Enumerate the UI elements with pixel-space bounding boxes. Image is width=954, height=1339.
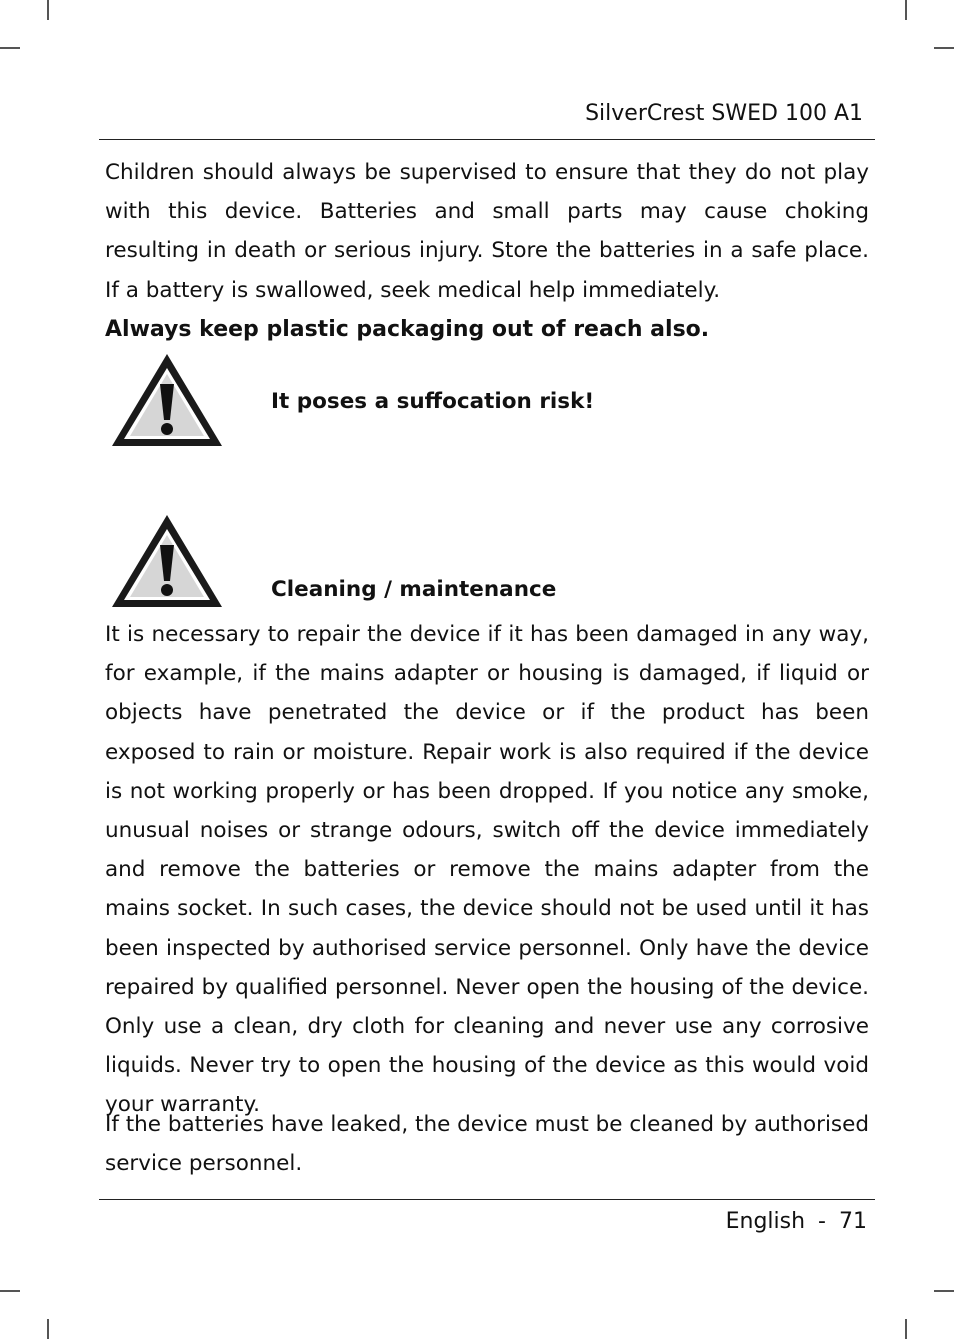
- intro-paragraph: Children should always be supervised to ensure that they do not play with this device. Batteries and small parts may cause choking resulting in death or serious injury. Store the batteries in a safe place. If a battery is swallowed, seek medical help immediately.: [105, 160, 869, 303]
- warning-triangle-icon: [108, 350, 226, 450]
- crop-mark: [905, 1319, 907, 1339]
- crop-mark: [0, 1290, 20, 1292]
- footer-language: English: [725, 1209, 806, 1234]
- suffocation-warning-text: It poses a suffocation risk!: [271, 389, 595, 414]
- battery-leak-paragraph: If the batteries have leaked, the device must be cleaned by authorised service personnel.: [105, 1112, 869, 1177]
- cleaning-paragraph: It is necessary to repair the device if it has been damaged in any way, for example, if the mains adapter or housing is damaged, if liquid or objects have penetrated the device or if the product has been exposed to rain or moisture. Repair work is also required if the device is not working properly or has been dropped. If you notice any smoke, unusual noises or strange odours, switch off the device immediately and remove the batteries or remove the mains adapter from the mains socket. In such cases, the device should not be used until it has been inspected by authorised service personnel. Only have the device repaired by qualified personnel. Never open the housing of the device. Only use a clean, dry cloth for cleaning and never use any corrosive liquids. Never try to open the housing of the device as this would void your warranty.: [105, 622, 869, 1118]
- cleaning-heading: Cleaning / maintenance: [271, 577, 557, 602]
- crop-mark: [47, 0, 49, 20]
- crop-mark: [934, 47, 954, 49]
- header-product-name: SilverCrest SWED 100 A1: [585, 101, 863, 126]
- footer-separator: -: [818, 1209, 826, 1234]
- crop-mark: [905, 0, 907, 20]
- header-rule: [99, 139, 875, 140]
- footer-rule: [99, 1199, 875, 1200]
- warning-triangle-icon: [108, 511, 226, 611]
- crop-mark: [47, 1319, 49, 1339]
- page-number: 71: [839, 1209, 867, 1234]
- crop-mark: [934, 1290, 954, 1292]
- crop-mark: [0, 47, 20, 49]
- footer: [726, 1207, 867, 1237]
- packaging-warning: Always keep plastic packaging out of reach also.: [105, 317, 710, 342]
